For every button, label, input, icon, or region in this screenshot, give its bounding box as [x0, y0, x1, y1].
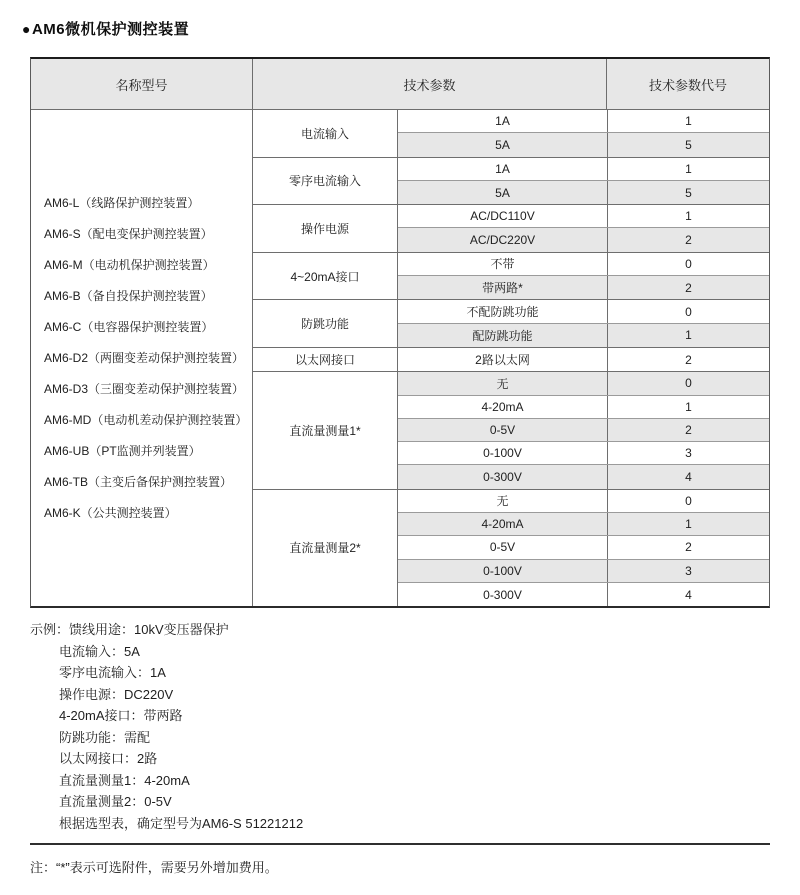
- example-line: 直流量测量1：4-20mA: [59, 772, 190, 788]
- param-value: 0-300V: [398, 465, 608, 488]
- param-value: 0-5V: [398, 419, 608, 441]
- table-row: [398, 253, 769, 276]
- table-row: [398, 228, 769, 251]
- header-model: 名称型号: [31, 59, 253, 109]
- param-value: 1A: [398, 110, 608, 132]
- example-line: 以太网接口：2路: [59, 751, 158, 766]
- param-value: 无: [398, 490, 608, 512]
- model-item: AM6-S（配电变保护测控装置）: [44, 226, 213, 241]
- param-code: 0: [685, 376, 692, 391]
- example-line: 防跳功能：需配: [59, 729, 151, 745]
- param-code: 4: [685, 470, 692, 485]
- param-group-current-input: [253, 110, 769, 158]
- table-row: [398, 536, 769, 559]
- example-line: 零序电流输入：1A: [59, 665, 166, 680]
- page-title: [22, 18, 189, 39]
- table-row: [398, 396, 769, 419]
- param-code: 3: [685, 563, 692, 578]
- param-code: 2: [685, 540, 692, 555]
- model-item: AM6-MD（电动机差动保护测控装置）: [44, 412, 248, 427]
- model-item: AM6-C（电容器保护测控装置）: [44, 319, 214, 334]
- model-item: AM6-B（备自投保护测控装置）: [44, 288, 213, 303]
- param-name: 直流量测量2*: [253, 490, 398, 606]
- table-row: [398, 205, 769, 228]
- table-row: [398, 181, 769, 204]
- param-name: 以太网接口: [253, 348, 398, 371]
- param-value: 不配防跳功能: [398, 300, 608, 322]
- param-code: 5: [685, 137, 692, 152]
- table-row: [398, 442, 769, 465]
- example-line: 直流量测量2：0-5V: [59, 794, 172, 809]
- param-value: 0-300V: [398, 583, 608, 606]
- table-row: [398, 158, 769, 181]
- param-code: 3: [685, 446, 692, 461]
- param-group-420ma-interface: [253, 253, 769, 301]
- param-value: 2路以太网: [398, 348, 608, 371]
- param-code: 4: [685, 587, 692, 602]
- param-value: 5A: [398, 181, 608, 204]
- table-row: [398, 513, 769, 536]
- param-value: 无: [398, 372, 608, 394]
- header-params: 技术参数: [253, 59, 607, 109]
- table-row: [398, 300, 769, 323]
- model-item: AM6-M（电动机保护测控装置）: [44, 257, 215, 272]
- param-value: 0-100V: [398, 442, 608, 464]
- param-code: 2: [685, 423, 692, 437]
- param-name: 零序电流输入: [253, 158, 398, 205]
- table-row: [398, 133, 769, 156]
- param-code: 0: [685, 304, 692, 319]
- example-text: 馈线用途：10kV变压器保护: [69, 622, 229, 637]
- param-group-zero-seq-current: [253, 158, 769, 206]
- param-name: 电流输入: [253, 110, 398, 157]
- param-code: 1: [685, 161, 692, 176]
- param-code: 2: [685, 280, 692, 295]
- param-value: 4-20mA: [398, 396, 608, 418]
- param-value: 1A: [398, 158, 608, 180]
- table-header-row: [31, 59, 769, 110]
- header-code: 技术参数代号: [648, 77, 727, 93]
- example-line: 电流输入：5A: [59, 643, 140, 659]
- param-code: 0: [685, 493, 692, 508]
- table-row: [398, 276, 769, 299]
- param-name: 操作电源: [253, 205, 398, 252]
- param-code: 1: [685, 114, 692, 129]
- footnote: [30, 858, 278, 878]
- model-item: AM6-TB（主变后备保护测控装置）: [44, 474, 233, 489]
- table-row: [398, 465, 769, 488]
- example-line: 根据选型表，确定型号为AM6-S 51221212: [59, 815, 304, 831]
- model-item: AM6-L（线路保护测控装置）: [44, 195, 200, 210]
- table-row: [398, 348, 769, 371]
- footnote-label: 注：: [30, 860, 57, 875]
- bullet-icon: ●: [22, 21, 31, 37]
- table-row: [398, 490, 769, 513]
- model-item: AM6-UB（PT监测并列装置）: [44, 443, 201, 458]
- param-value: AC/DC110V: [398, 205, 608, 227]
- param-code: 1: [685, 209, 692, 224]
- table-row: [398, 419, 769, 442]
- param-group-operating-power: [253, 205, 769, 253]
- example-line: 操作电源：DC220V: [59, 686, 174, 702]
- param-value: AC/DC220V: [398, 228, 608, 251]
- param-name: 直流量测量1*: [253, 372, 398, 488]
- param-code: 5: [685, 185, 692, 200]
- param-group-ethernet: [253, 348, 769, 372]
- param-code: 1: [685, 399, 692, 414]
- example-label: 示例：: [30, 622, 70, 637]
- param-code: 0: [685, 256, 692, 271]
- table-row: [398, 110, 769, 133]
- param-group-anti-pumping: [253, 300, 769, 348]
- example-line: 4-20mA接口：带两路: [59, 708, 183, 723]
- param-value: 配防跳功能: [398, 324, 608, 347]
- param-value: 4-20mA: [398, 513, 608, 535]
- param-value: 0-100V: [398, 560, 608, 582]
- model-item: AM6-D2（两圈变差动保护测控装置）: [44, 350, 245, 365]
- footnote-text: “*”表示可选附件，需要另外增加费用。: [56, 860, 278, 875]
- table-body: [31, 110, 769, 606]
- table-row: [398, 372, 769, 395]
- param-value: 0-5V: [398, 536, 608, 558]
- param-value: 5A: [398, 133, 608, 156]
- parameter-groups: [253, 110, 769, 606]
- table-row: [398, 560, 769, 583]
- model-item: AM6-D3（三圈变差动保护测控装置）: [44, 381, 245, 396]
- table-row: [398, 324, 769, 347]
- example-line: [30, 619, 303, 641]
- model-item: AM6-K（公共测控装置）: [44, 505, 177, 520]
- table-row: [398, 583, 769, 606]
- param-value: 带两路*: [398, 276, 608, 299]
- ordering-example: [30, 619, 303, 834]
- param-value: 不带: [398, 253, 608, 275]
- param-name: 防跳功能: [253, 300, 398, 347]
- page-title-text: AM6微机保护测控装置: [31, 21, 190, 38]
- section-divider: [30, 843, 770, 845]
- param-group-dc-measure-1: [253, 372, 769, 489]
- param-name: 4~20mA接口: [253, 253, 398, 300]
- param-code: 2: [685, 233, 692, 248]
- param-group-dc-measure-2: [253, 490, 769, 606]
- param-code: 1: [685, 517, 692, 532]
- model-list-cell: [31, 110, 253, 606]
- spec-table: [30, 57, 770, 608]
- param-code: 1: [685, 328, 692, 343]
- param-code: 2: [685, 352, 692, 367]
